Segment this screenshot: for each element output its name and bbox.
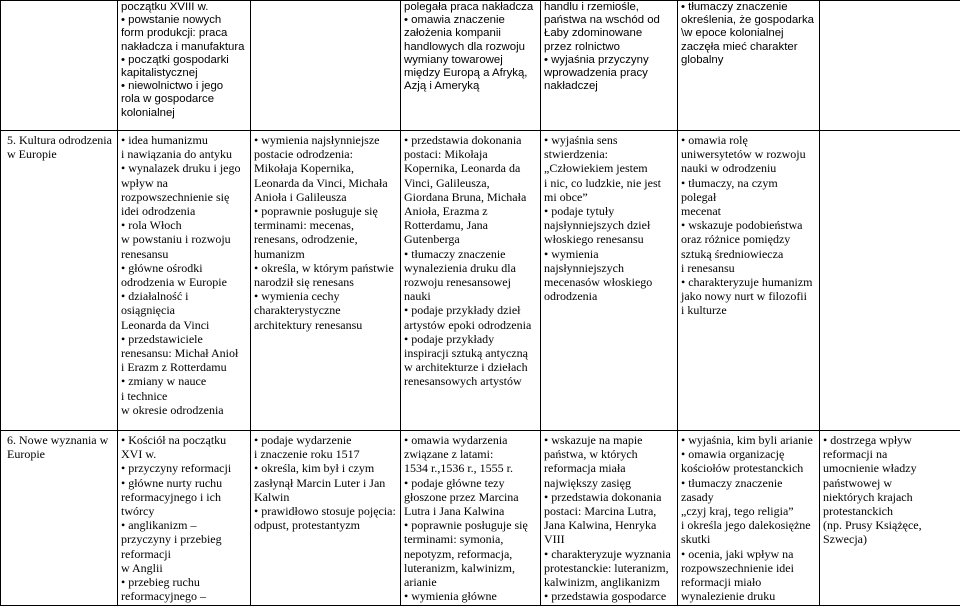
bullet-item: • wyjaśnia sens bbox=[544, 133, 674, 147]
list-item-continuation: renesans, odrodzenie, bbox=[254, 232, 397, 246]
cell-list bbox=[121, 433, 247, 603]
list-item-continuation: humanizm bbox=[254, 247, 397, 261]
bullet-item: • podaje tytuły bbox=[544, 204, 674, 218]
table-cell bbox=[678, 431, 820, 606]
cell-list bbox=[681, 1, 816, 67]
list-item-continuation: nepotyzm, reformacja, bbox=[404, 547, 537, 561]
list-item-continuation: mi obce” bbox=[544, 190, 674, 204]
list-item-continuation: 1534 r.,1536 r., 1555 r. bbox=[404, 461, 537, 475]
list-item-continuation: rozwoju renesansowej bbox=[404, 275, 537, 289]
list-item-continuation: odrodzenia bbox=[544, 289, 674, 303]
bullet-item: • poprawnie posługuje się bbox=[254, 204, 397, 218]
list-item-continuation: związane z latami: bbox=[404, 447, 537, 461]
bullet-item: • charakteryzuje wyznania bbox=[544, 547, 674, 561]
list-item-continuation: państwa na wschód od bbox=[544, 14, 674, 27]
table-cell bbox=[118, 1, 251, 131]
list-item-continuation: skutki bbox=[681, 532, 816, 546]
list-item-continuation: najsłynniejszych bbox=[544, 261, 674, 275]
list-item-continuation: przez rolnictwo bbox=[544, 41, 674, 54]
table-cell bbox=[401, 1, 541, 131]
cell-list bbox=[121, 1, 247, 120]
list-item-continuation: Azją i Ameryką bbox=[404, 80, 537, 93]
list-item-continuation: renesansu: Michał Anioł bbox=[121, 346, 247, 360]
bullet-item: • Kościół na początku bbox=[121, 433, 247, 447]
list-item-continuation: inspiracji sztuką antyczną bbox=[404, 346, 537, 360]
list-item-continuation: wynalezienie druku bbox=[681, 589, 816, 603]
bullet-item: • idea humanizmu bbox=[121, 133, 247, 147]
list-item-continuation: w architekturze i dziełach bbox=[404, 360, 537, 374]
list-item-continuation: terminami: symonia, bbox=[404, 532, 537, 546]
cell-list bbox=[544, 1, 674, 93]
list-item-continuation: Kalwin bbox=[254, 490, 397, 504]
list-item-continuation: państwa, w których bbox=[544, 447, 674, 461]
list-item-continuation: państwowej w bbox=[823, 476, 957, 490]
bullet-item: • omawia organizację bbox=[681, 447, 816, 461]
list-item-continuation: Mikołaja Kopernika, bbox=[254, 161, 397, 175]
bullet-item: • przyczyny reformacji bbox=[121, 461, 247, 475]
table-cell bbox=[820, 1, 960, 131]
list-item-continuation: idei odrodzenia bbox=[121, 204, 247, 218]
list-item-continuation: początku XVIII w. bbox=[121, 1, 247, 14]
cell-list bbox=[681, 133, 816, 318]
row-label: 5. Kultura odrodzenia w Europie bbox=[1, 131, 118, 431]
list-item-continuation: odrodzenia w Europie bbox=[121, 275, 247, 289]
list-item-continuation: mecenasów włoskiego bbox=[544, 275, 674, 289]
list-item-continuation: włoskiego renesansu bbox=[544, 232, 674, 246]
list-item-continuation: stwierdzenia: bbox=[544, 147, 674, 161]
list-item-continuation: arianie bbox=[404, 575, 537, 589]
list-item-continuation: wynalezienia druku dla bbox=[404, 261, 537, 275]
list-item-continuation: VIII bbox=[544, 532, 674, 546]
bullet-item: • niewolnictwo i jego bbox=[121, 80, 247, 93]
list-item-continuation: reformacyjnego i ich bbox=[121, 490, 247, 504]
list-item-continuation: przyczyny i przebieg bbox=[121, 532, 247, 546]
list-item-continuation: reformacyjnego – bbox=[121, 589, 247, 603]
list-item-continuation: kapitalistycznej bbox=[121, 67, 247, 80]
bullet-item: • rola Włoch bbox=[121, 218, 247, 232]
bullet-item: • podaje główne tezy bbox=[404, 476, 537, 490]
list-item-continuation: Anioła i Galileusza bbox=[254, 190, 397, 204]
bullet-item: • wymienia bbox=[544, 247, 674, 261]
bullet-item: • omawia znaczenie bbox=[404, 14, 537, 27]
table-cell bbox=[251, 431, 401, 606]
bullet-item: • przebieg ruchu bbox=[121, 575, 247, 589]
list-item-continuation: kalwinizm, anglikanizm bbox=[544, 575, 674, 589]
list-item-continuation: postaci: Mikołaja bbox=[404, 147, 537, 161]
list-item-continuation: wpływ na bbox=[121, 176, 247, 190]
list-item-continuation: w powstaniu i rozwoju bbox=[121, 232, 247, 246]
list-item-continuation: wprowadzenia pracy bbox=[544, 67, 674, 80]
list-item-continuation: w okresie odrodzenia bbox=[121, 403, 247, 417]
list-item-continuation: najsłynniejszych dzieł bbox=[544, 218, 674, 232]
table-cell bbox=[678, 1, 820, 131]
cell-list bbox=[681, 433, 816, 603]
cell-list bbox=[404, 433, 537, 603]
bullet-item: • przedstawia dokonania bbox=[404, 133, 537, 147]
table-cell bbox=[401, 131, 541, 431]
list-item-continuation: zaczęła mieć charakter bbox=[681, 41, 816, 54]
list-item-continuation: nakładczej bbox=[544, 80, 674, 93]
table-row bbox=[1, 1, 960, 131]
bullet-item: • określa, w którym państwie bbox=[254, 261, 397, 275]
bullet-item: • anglikanizm – bbox=[121, 518, 247, 532]
list-item-continuation: i określa jego dalekosiężne bbox=[681, 518, 816, 532]
list-item-continuation: globalny bbox=[681, 54, 816, 67]
list-item-continuation: (np. Prusy Książęce, bbox=[823, 518, 957, 532]
list-item-continuation: głoszone przez Marcina bbox=[404, 490, 537, 504]
list-item-continuation: „Człowiekiem jestem bbox=[544, 161, 674, 175]
list-item-continuation: renesansowych artystów bbox=[404, 374, 537, 388]
table-cell bbox=[118, 431, 251, 606]
bullet-item: • wyjaśnia przyczyny bbox=[544, 54, 674, 67]
list-item-continuation: Lutra i Jana Kalwina bbox=[404, 504, 537, 518]
list-item-continuation: nakładcza i manufaktura bbox=[121, 41, 247, 54]
cell-list bbox=[121, 133, 247, 417]
list-item-continuation: kolonialnej bbox=[121, 107, 247, 120]
list-item-continuation: i kulturze bbox=[681, 303, 816, 317]
list-item-continuation: form produkcji: praca bbox=[121, 27, 247, 40]
bullet-item: • dostrzega wpływ bbox=[823, 433, 957, 447]
cell-list bbox=[254, 133, 397, 332]
bullet-item: • podaje przykłady dzieł bbox=[404, 303, 537, 317]
bullet-item: • tłumaczy, na czym polegał bbox=[681, 176, 816, 204]
list-item-continuation: niektórych krajach bbox=[823, 490, 957, 504]
list-item-continuation: Rotterdamu, Jana bbox=[404, 218, 537, 232]
list-item-continuation: Gutenberga bbox=[404, 232, 537, 246]
bullet-item: • powstanie nowych bbox=[121, 14, 247, 27]
list-item-continuation: architektury renesansu bbox=[254, 318, 397, 332]
list-item-continuation: Łaby zdominowane bbox=[544, 27, 674, 40]
bullet-item: • wymienia główne bbox=[404, 589, 537, 603]
cell-list bbox=[404, 1, 537, 93]
list-item-continuation: reformacji na bbox=[823, 447, 957, 461]
table-cell bbox=[820, 131, 960, 431]
bullet-item: • wskazuje podobieństwa bbox=[681, 218, 816, 232]
list-item-continuation: i renesansu bbox=[681, 261, 816, 275]
bullet-item: • poprawnie posługuje się bbox=[404, 518, 537, 532]
table-cell bbox=[678, 131, 820, 431]
bullet-item: • początki gospodarki bbox=[121, 54, 247, 67]
list-item-continuation: i Erazm z Rotterdamu bbox=[121, 360, 247, 374]
list-item-continuation: narodził się renesans bbox=[254, 275, 397, 289]
cell-list bbox=[544, 133, 674, 303]
bullet-item: • omawia rolę bbox=[681, 133, 816, 147]
list-item-continuation: jako nowy nurt w filozofii bbox=[681, 289, 816, 303]
list-item-continuation: twórcy bbox=[121, 504, 247, 518]
list-item-continuation: odpust, protestantyzm bbox=[254, 518, 397, 532]
bullet-item: • główne nurty ruchu bbox=[121, 476, 247, 490]
bullet-item: • wskazuje na mapie bbox=[544, 433, 674, 447]
list-item-continuation: osiągnięcia bbox=[121, 303, 247, 317]
list-item-continuation: mecenat bbox=[681, 204, 816, 218]
list-item-continuation: uniwersytetów w rozwoju bbox=[681, 147, 816, 161]
list-item-continuation: reformacji miało bbox=[681, 575, 816, 589]
table-cell bbox=[251, 131, 401, 431]
list-item-continuation: nauki w odrodzeniu bbox=[681, 161, 816, 175]
table-cell bbox=[541, 431, 678, 606]
list-item-continuation: artystów epoki odrodzenia bbox=[404, 318, 537, 332]
list-item-continuation: Szwecja) bbox=[823, 532, 957, 546]
list-item-continuation: XVI w. bbox=[121, 447, 247, 461]
bullet-item: • prawidłowo stosuje pojęcia: bbox=[254, 504, 397, 518]
bullet-item: • przedstawiciele bbox=[121, 332, 247, 346]
list-item-continuation: Kopernika, Leonarda da bbox=[404, 161, 537, 175]
list-item-continuation: handlowych dla rozwoju bbox=[404, 41, 537, 54]
list-item-continuation: Vinci, Galileusza, bbox=[404, 176, 537, 190]
list-item-continuation: terminami: mecenas, bbox=[254, 218, 397, 232]
cell-list bbox=[404, 133, 537, 389]
list-item-continuation: „czyj kraj, tego religia” bbox=[681, 504, 816, 518]
bullet-item: • wynalazek druku i jego bbox=[121, 161, 247, 175]
list-item-continuation: największy zasięg bbox=[544, 476, 674, 490]
bullet-item: • ocenia, jaki wpływ na bbox=[681, 547, 816, 561]
list-item-continuation: i technice bbox=[121, 389, 247, 403]
bullet-item: • tłumaczy znaczenie zasady bbox=[681, 476, 816, 504]
list-item-continuation: reformacji bbox=[121, 547, 247, 561]
list-item-continuation: renesansu bbox=[121, 247, 247, 261]
list-item-continuation: określenia, że gospodarka bbox=[681, 14, 816, 27]
list-item-continuation: Leonarda da Vinci bbox=[121, 318, 247, 332]
list-item-continuation: i nic, co ludzkie, nie jest bbox=[544, 176, 674, 190]
list-item-continuation: rola w gospodarce bbox=[121, 93, 247, 106]
bullet-item: • podaje przykłady bbox=[404, 332, 537, 346]
list-item-continuation: wymiany towarowej bbox=[404, 54, 537, 67]
table-cell bbox=[820, 431, 960, 606]
list-item-continuation: zasłynął Marcin Luter i Jan bbox=[254, 476, 397, 490]
bullet-item: • tłumaczy znaczenie bbox=[404, 247, 537, 261]
bullet-item: • omawia wydarzenia bbox=[404, 433, 537, 447]
list-item-continuation: reformacja miała bbox=[544, 461, 674, 475]
list-item-continuation: charakterystyczne bbox=[254, 303, 397, 317]
table-row bbox=[1, 131, 960, 431]
table-cell bbox=[401, 431, 541, 606]
list-item-continuation: kościołów protestanckich bbox=[681, 461, 816, 475]
list-item-continuation: protestanckie: luteranizm, bbox=[544, 561, 674, 575]
list-item-continuation: nauki bbox=[404, 289, 537, 303]
bullet-item: • działalność i bbox=[121, 289, 247, 303]
bullet-item: • tłumaczy znaczenie bbox=[681, 1, 816, 14]
bullet-item: • zmiany w nauce bbox=[121, 374, 247, 388]
row-label: 6. Nowe wyznania w Europie bbox=[1, 431, 118, 606]
table-cell bbox=[541, 1, 678, 131]
list-item-continuation: protestanckich bbox=[823, 504, 957, 518]
bullet-item: • główne ośrodki bbox=[121, 261, 247, 275]
list-item-continuation: \w epoce kolonialnej bbox=[681, 27, 816, 40]
list-item-continuation: i nawiązania do antyku bbox=[121, 147, 247, 161]
bullet-item: • wyjaśnia, kim byli arianie bbox=[681, 433, 816, 447]
table-row bbox=[1, 431, 960, 606]
list-item-continuation: oraz różnice pomiędzy bbox=[681, 232, 816, 246]
list-item-continuation: handlu i rzemiośle, bbox=[544, 1, 674, 14]
list-item-continuation: między Europą a Afryką, bbox=[404, 67, 537, 80]
list-item-continuation: Leonarda da Vinci, Michała bbox=[254, 176, 397, 190]
table-cell bbox=[118, 131, 251, 431]
list-item-continuation: luteranizm, kalwinizm, bbox=[404, 561, 537, 575]
bullet-item: • wymienia najsłynniejsze bbox=[254, 133, 397, 147]
bullet-item: • przedstawia dokonania bbox=[544, 490, 674, 504]
list-item-continuation: Giordana Bruna, Michała bbox=[404, 190, 537, 204]
list-item-continuation: postaci: Marcina Lutra, bbox=[544, 504, 674, 518]
list-item-continuation: polegała praca nakładcza bbox=[404, 1, 537, 14]
table-cell bbox=[251, 1, 401, 131]
cell-list bbox=[254, 433, 397, 532]
table-cell bbox=[541, 131, 678, 431]
list-item-continuation: rozpowszechnienie idei bbox=[681, 561, 816, 575]
row-label bbox=[1, 1, 118, 131]
cell-list bbox=[823, 433, 957, 547]
bullet-item: • określa, kim był i czym bbox=[254, 461, 397, 475]
bullet-item: • przedstawia gospodarce bbox=[544, 589, 674, 603]
list-item-continuation: i znaczenie roku 1517 bbox=[254, 447, 397, 461]
bullet-item: • podaje wydarzenie bbox=[254, 433, 397, 447]
list-item-continuation: Anioła, Erazma z bbox=[404, 204, 537, 218]
list-item-continuation: postacie odrodzenia: bbox=[254, 147, 397, 161]
list-item-continuation: założenia kompanii bbox=[404, 27, 537, 40]
list-item-continuation: umocnienie władzy bbox=[823, 461, 957, 475]
bullet-item: • charakteryzuje humanizm bbox=[681, 275, 816, 289]
list-item-continuation: rozpowszechnienie się bbox=[121, 190, 247, 204]
list-item-continuation: Jana Kalwina, Henryka bbox=[544, 518, 674, 532]
bullet-item: • wymienia cechy bbox=[254, 289, 397, 303]
cell-list bbox=[544, 433, 674, 603]
list-item-continuation: sztuką średniowiecza bbox=[681, 247, 816, 261]
list-item-continuation: w Anglii bbox=[121, 561, 247, 575]
